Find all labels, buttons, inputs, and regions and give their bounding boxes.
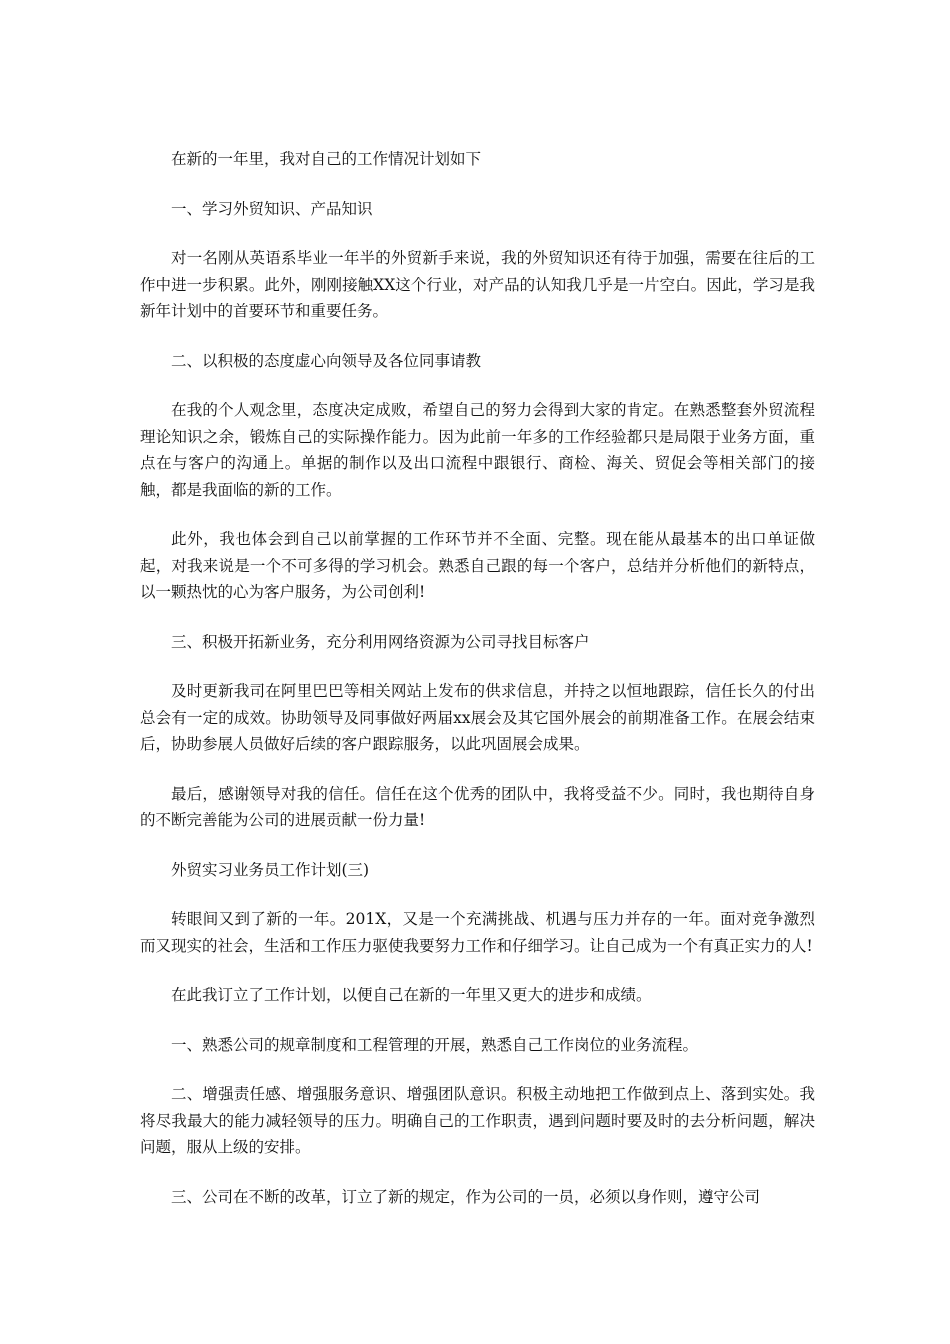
list-item-3: 三、公司在不断的改革，订立了新的规定，作为公司的一员，必须以身作则，遵守公司	[171, 1187, 761, 1206]
list-item-1: 一、熟悉公司的规章制度和工程管理的开展，熟悉自己工作岗位的业务流程。	[171, 1035, 699, 1054]
body-paragraph: 在此我订立了工作计划，以便自己在新的一年里又更大的进步和成绩。	[171, 986, 652, 1004]
closing-paragraph: 最后，感谢领导对我的信任。信任在这个优秀的团队中，我将受益不少。同时，我也期待自身的不断完善能为公司的进展贡献一份力量!	[140, 784, 815, 829]
section-heading-1: 一、学习外贸知识、产品知识	[171, 199, 373, 218]
intro-paragraph: 在新的一年里，我对自己的工作情况计划如下	[171, 150, 482, 168]
list-item-2: 二、增强责任感、增强服务意识、增强团队意识。积极主动地把工作做到点上、落到实处。我将尽我最大的能力减轻领导的压力。明确自己的工作职责，遇到问题时要及时的去分析问题，解决问题，服从上级的安排。	[140, 1085, 815, 1156]
body-paragraph: 及时更新我司在阿里巴巴等相关网站上发布的供求信息，并持之以恒地跟踪，信任长久的付出总会有一定的成效。协助领导及同事做好两届xx展会及其它国外展会的前期准备工作。在展会结束后，协助参展人员做好后续的客户跟踪服务，以此巩固展会成果。	[140, 682, 815, 753]
body-paragraph: 对一名刚从英语系毕业一年半的外贸新手来说，我的外贸知识还有待于加强，需要在往后的工作中进一步积累。此外，刚刚接触XX这个行业，对产品的认知我几乎是一片空白。因此，学习是我新年计划中的首要环节和重要任务。	[140, 249, 815, 320]
body-paragraph: 转眼间又到了新的一年。201X，又是一个充满挑战、机遇与压力并存的一年。面对竞争激烈而又现实的社会，生活和工作压力驱使我要努力工作和仔细学习。让自己成为一个有真正实力的人!	[140, 910, 815, 955]
section-heading-3: 三、积极开拓新业务，充分利用网络资源为公司寻找目标客户	[171, 632, 590, 651]
document-body	[140, 146, 815, 1233]
body-paragraph: 在我的个人观念里，态度决定成败，希望自己的努力会得到大家的肯定。在熟悉整套外贸流程理论知识之余，锻炼自己的实际操作能力。因为此前一年多的工作经验都只是局限于业务方面，重点在与客户的沟通上。单据的制作以及出口流程中跟银行、商检、海关、贸促会等相关部门的接触，都是我面临的新的工作。	[140, 401, 815, 499]
plan-title: 外贸实习业务员工作计划(三)	[171, 860, 370, 879]
body-paragraph: 此外，我也体会到自己以前掌握的工作环节并不全面、完整。现在能从最基本的出口单证做起，对我来说是一个不可多得的学习机会。熟悉自己跟的每一个客户，总结并分析他们的新特点，以一颗热忱的心为客户服务，为公司创利!	[140, 530, 815, 601]
section-heading-2: 二、以积极的态度虚心向领导及各位同事请教	[171, 351, 482, 370]
